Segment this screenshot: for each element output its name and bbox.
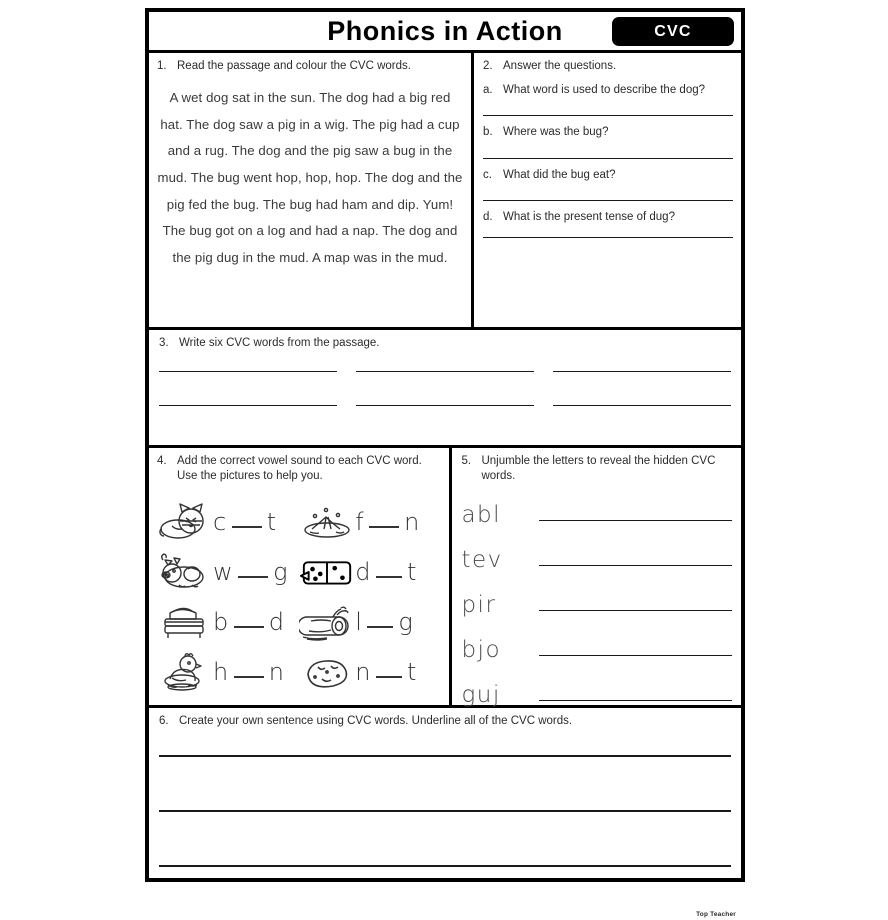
picture-word-row (157, 647, 441, 697)
jumble-answer-line[interactable] (539, 700, 732, 701)
section-1-instruction: Read the passage and colour the CVC words. (177, 60, 411, 72)
section-2-instruction: Answer the questions. (503, 60, 617, 72)
status-badge: CVC (612, 17, 734, 46)
picture-word-row (157, 547, 441, 597)
fan-icon (299, 500, 355, 544)
word-blank[interactable] (159, 371, 337, 372)
brand-logo: Top Teacher (696, 911, 736, 919)
word-suffix: t (406, 558, 417, 587)
word-prefix: b (213, 608, 229, 637)
question-letter: b. (483, 126, 493, 139)
word-with-blank (213, 658, 284, 686)
picture-word-item (299, 650, 441, 694)
section-5-unjumble (452, 448, 741, 708)
jumbled-word: tev (461, 546, 503, 573)
section-2-number: 2. (483, 60, 493, 72)
word-prefix: n (355, 658, 371, 687)
word-prefix: f (355, 508, 365, 537)
word-suffix: n (404, 508, 420, 537)
vowel-blank[interactable] (232, 526, 262, 528)
word-prefix: l (355, 608, 363, 637)
vowel-blank[interactable] (376, 676, 402, 678)
answer-line[interactable] (483, 115, 733, 116)
nut-icon (299, 650, 355, 694)
picture-word-item (157, 550, 299, 594)
domino-dot-icon (299, 550, 355, 594)
section-6-number: 6. (159, 715, 169, 727)
pig-wig-icon (157, 550, 213, 594)
hen-icon (157, 650, 213, 694)
section-6-own-sentence (149, 708, 741, 920)
word-suffix: g (273, 558, 289, 587)
word-with-blank (213, 508, 277, 536)
picture-word-item (299, 550, 441, 594)
word-blank[interactable] (159, 405, 337, 406)
word-suffix: d (268, 608, 285, 637)
row-vowels-unjumble (149, 448, 741, 708)
answer-line[interactable] (483, 158, 733, 159)
question-text: What is the present tense of dug? (503, 210, 675, 223)
word-suffix: g (398, 608, 414, 637)
section-6-instruction: Create your own sentence using CVC words. Underline all of the CVC words. (179, 715, 573, 727)
jumble-row (461, 627, 732, 672)
word-with-blank (355, 558, 417, 586)
question-item (483, 125, 733, 158)
log-icon (299, 600, 355, 644)
picture-word-row (157, 597, 441, 647)
word-suffix: t (266, 508, 277, 537)
picture-word-item (299, 600, 441, 644)
word-blank-grid (159, 371, 731, 406)
jumble-answer-line[interactable] (539, 565, 732, 566)
section-5-instruction: Unjumble the letters to reveal the hidden CVC words. (481, 455, 716, 483)
section-2-questions (474, 53, 741, 327)
word-blank[interactable] (553, 371, 731, 372)
word-with-blank (355, 608, 413, 636)
vowel-blank[interactable] (234, 626, 264, 628)
question-text: What word is used to describe the dog? (503, 84, 706, 97)
answer-line[interactable] (483, 200, 733, 201)
row-passage-questions (149, 53, 741, 330)
jumble-row (461, 492, 732, 537)
word-blank[interactable] (553, 405, 731, 406)
word-suffix: t (406, 658, 417, 687)
picture-word-item (299, 500, 441, 544)
jumble-answer-line[interactable] (539, 520, 732, 521)
sentence-line[interactable] (159, 755, 731, 757)
word-blank[interactable] (356, 371, 534, 372)
word-with-blank (355, 658, 417, 686)
sentence-line[interactable] (159, 865, 731, 867)
word-with-blank (355, 508, 420, 536)
jumble-list (461, 492, 732, 717)
jumbled-word: abl (461, 501, 502, 528)
word-prefix: h (213, 658, 229, 687)
jumbled-word: bjo (461, 636, 502, 663)
picture-word-item (157, 600, 299, 644)
word-with-blank (213, 558, 288, 586)
question-letter: c. (483, 168, 492, 181)
word-prefix: d (355, 558, 371, 587)
jumble-row (461, 582, 732, 627)
jumbled-word: pir (461, 591, 497, 618)
jumble-answer-line[interactable] (539, 610, 732, 611)
worksheet-page (145, 8, 745, 919)
section-3-heading (159, 336, 731, 351)
section-1-number: 1. (157, 60, 167, 72)
vowel-blank[interactable] (367, 626, 393, 628)
question-text: What did the bug eat? (503, 168, 616, 181)
worksheet-header (149, 12, 741, 53)
question-item (483, 210, 733, 238)
picture-word-item (157, 650, 299, 694)
section-4-instruction: Add the correct vowel sound to each CVC word. Use the pictures to help you. (177, 455, 422, 483)
vowel-blank[interactable] (369, 526, 399, 528)
word-with-blank (213, 608, 284, 636)
section-1-passage (149, 53, 474, 327)
question-letter: d. (483, 210, 493, 223)
section-4-number: 4. (157, 455, 167, 467)
section-1-heading (157, 59, 463, 74)
vowel-blank[interactable] (238, 576, 268, 578)
bed-icon (157, 600, 213, 644)
vowel-blank[interactable] (234, 676, 264, 678)
picture-word-item (157, 500, 299, 544)
picture-word-rows (157, 497, 441, 697)
word-blank[interactable] (356, 405, 534, 406)
section-5-heading (461, 454, 732, 484)
question-text: Where was the bug? (503, 126, 609, 139)
cat-icon (157, 500, 213, 544)
word-prefix: w (213, 558, 234, 587)
question-letter: a. (483, 84, 493, 97)
section-5-number: 5. (461, 455, 472, 467)
vowel-blank[interactable] (376, 576, 402, 578)
word-suffix: n (268, 658, 285, 687)
picture-word-row (157, 497, 441, 547)
section-4-heading (157, 454, 441, 484)
page-title: Phonics in Action (327, 15, 563, 46)
question-item (483, 168, 733, 201)
reading-passage: A wet dog sat in the sun. The dog had a big red hat. The dog saw a pig in a wig. The pig had a cup and a rug. The dog and the pig saw a bug in the mud. The bug went hop, hop, hop. The dog and the pig fed the bug. The bug had ham and dip. Yum! The bug got on a log and had a nap. The dog and the pig dug in the mud. A map was in the mud. (157, 90, 463, 266)
jumble-answer-line[interactable] (539, 655, 732, 656)
section-3-word-list (149, 330, 741, 448)
jumble-row (461, 537, 732, 582)
jumbled-word: guj (461, 681, 501, 708)
answer-line[interactable] (483, 237, 733, 238)
section-3-instruction: Write six CVC words from the passage. (179, 337, 380, 349)
word-prefix: c (213, 508, 227, 537)
question-item (483, 83, 733, 116)
section-3-number: 3. (159, 337, 169, 349)
section-6-heading (159, 714, 731, 729)
sentence-lines (159, 755, 731, 920)
section-2-heading (483, 59, 733, 74)
sentence-line[interactable] (159, 810, 731, 812)
section-4-vowel-pictures (149, 448, 452, 705)
